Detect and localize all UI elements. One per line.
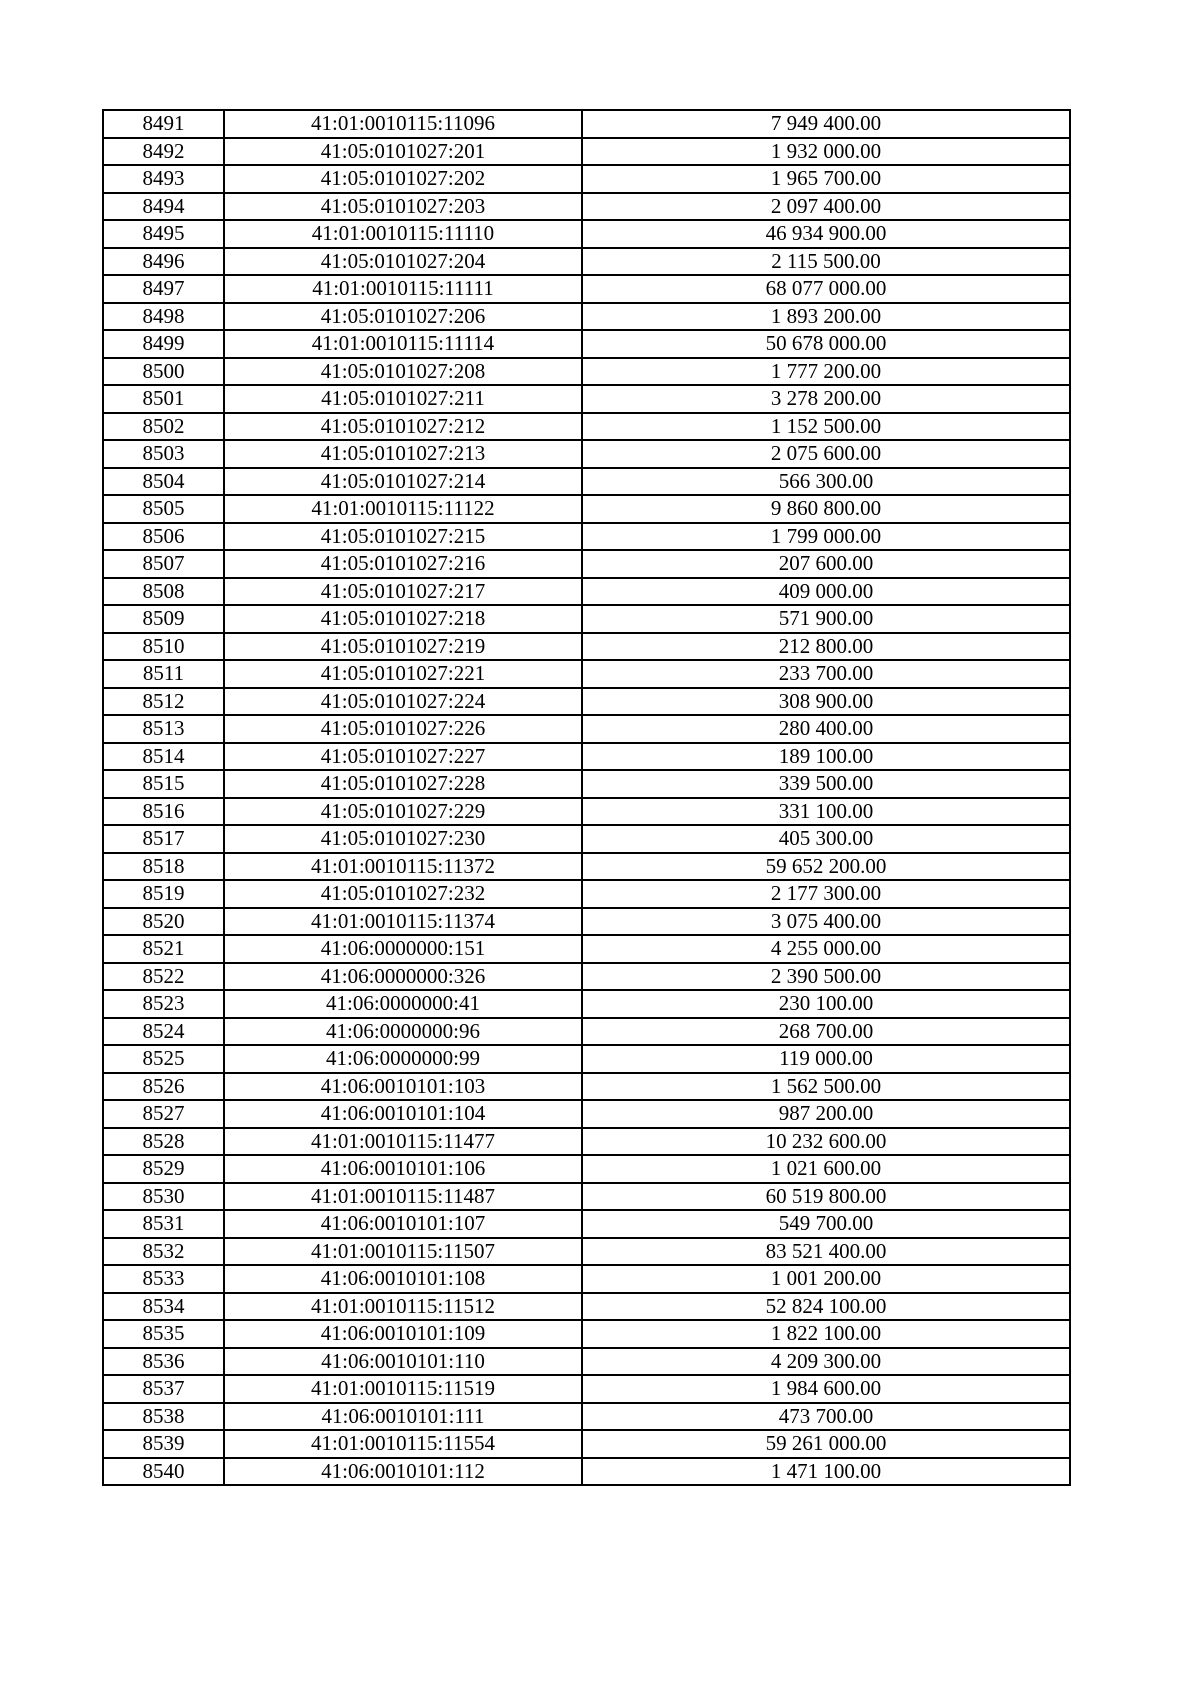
cadastral-value-cell: 339 500.00 (582, 770, 1070, 798)
cadastral-number-cell: 41:05:0101027:208 (224, 358, 582, 386)
cadastral-value-cell: 3 075 400.00 (582, 908, 1070, 936)
cadastral-value-cell: 549 700.00 (582, 1210, 1070, 1238)
cadastral-number-cell: 41:05:0101027:204 (224, 248, 582, 276)
table-row (103, 1128, 1070, 1156)
cadastral-value-cell: 9 860 800.00 (582, 495, 1070, 523)
table-row (103, 825, 1070, 853)
cadastral-number-cell: 41:05:0101027:215 (224, 523, 582, 551)
table-row (103, 1320, 1070, 1348)
row-number-cell: 8495 (103, 220, 224, 248)
cadastral-value-cell: 230 100.00 (582, 990, 1070, 1018)
table-row (103, 413, 1070, 441)
cadastral-number-cell: 41:05:0101027:203 (224, 193, 582, 221)
cadastral-number-cell: 41:01:0010115:11507 (224, 1238, 582, 1266)
table-row (103, 220, 1070, 248)
cadastral-value-cell: 7 949 400.00 (582, 110, 1070, 138)
cadastral-value-cell: 1 152 500.00 (582, 413, 1070, 441)
row-number-cell: 8509 (103, 605, 224, 633)
cadastral-value-cell: 280 400.00 (582, 715, 1070, 743)
cadastral-value-cell: 119 000.00 (582, 1045, 1070, 1073)
cadastral-value-cell: 52 824 100.00 (582, 1293, 1070, 1321)
cadastral-value-cell: 987 200.00 (582, 1100, 1070, 1128)
table-row (103, 1045, 1070, 1073)
table-row (103, 1403, 1070, 1431)
cadastral-number-cell: 41:05:0101027:230 (224, 825, 582, 853)
cadastral-number-cell: 41:05:0101027:206 (224, 303, 582, 331)
row-number-cell: 8518 (103, 853, 224, 881)
cadastral-number-cell: 41:05:0101027:227 (224, 743, 582, 771)
cadastral-value-cell: 2 177 300.00 (582, 880, 1070, 908)
cadastral-number-cell: 41:01:0010115:11519 (224, 1375, 582, 1403)
cadastral-number-cell: 41:05:0101027:218 (224, 605, 582, 633)
cadastral-value-cell: 46 934 900.00 (582, 220, 1070, 248)
cadastral-number-cell: 41:05:0101027:216 (224, 550, 582, 578)
table-row (103, 743, 1070, 771)
table-body (103, 110, 1070, 1485)
row-number-cell: 8537 (103, 1375, 224, 1403)
cadastral-number-cell: 41:05:0101027:202 (224, 165, 582, 193)
cadastral-number-cell: 41:06:0010101:103 (224, 1073, 582, 1101)
table-row (103, 963, 1070, 991)
row-number-cell: 8506 (103, 523, 224, 551)
cadastral-number-cell: 41:06:0000000:41 (224, 990, 582, 1018)
row-number-cell: 8492 (103, 138, 224, 166)
table-row (103, 1155, 1070, 1183)
table-row (103, 303, 1070, 331)
cadastral-value-cell: 1 471 100.00 (582, 1458, 1070, 1486)
cadastral-number-cell: 41:01:0010115:11372 (224, 853, 582, 881)
row-number-cell: 8513 (103, 715, 224, 743)
row-number-cell: 8522 (103, 963, 224, 991)
row-number-cell: 8511 (103, 660, 224, 688)
row-number-cell: 8539 (103, 1430, 224, 1458)
table-row (103, 1018, 1070, 1046)
row-number-cell: 8499 (103, 330, 224, 358)
cadastral-value-cell: 207 600.00 (582, 550, 1070, 578)
cadastral-number-cell: 41:06:0000000:96 (224, 1018, 582, 1046)
row-number-cell: 8500 (103, 358, 224, 386)
row-number-cell: 8525 (103, 1045, 224, 1073)
row-number-cell: 8501 (103, 385, 224, 413)
cadastral-number-cell: 41:06:0010101:107 (224, 1210, 582, 1238)
table-row (103, 358, 1070, 386)
table-row (103, 1375, 1070, 1403)
cadastral-value-cell: 212 800.00 (582, 633, 1070, 661)
row-number-cell: 8491 (103, 110, 224, 138)
cadastral-value-cell: 189 100.00 (582, 743, 1070, 771)
cadastral-value-cell: 4 255 000.00 (582, 935, 1070, 963)
cadastral-number-cell: 41:05:0101027:224 (224, 688, 582, 716)
cadastral-number-cell: 41:06:0010101:106 (224, 1155, 582, 1183)
table-row (103, 908, 1070, 936)
cadastral-value-cell: 68 077 000.00 (582, 275, 1070, 303)
cadastral-number-cell: 41:01:0010115:11122 (224, 495, 582, 523)
cadastral-value-cell: 308 900.00 (582, 688, 1070, 716)
row-number-cell: 8496 (103, 248, 224, 276)
cadastral-number-cell: 41:06:0000000:99 (224, 1045, 582, 1073)
cadastral-number-cell: 41:01:0010115:11096 (224, 110, 582, 138)
row-number-cell: 8528 (103, 1128, 224, 1156)
cadastral-number-cell: 41:01:0010115:11487 (224, 1183, 582, 1211)
cadastral-number-cell: 41:05:0101027:221 (224, 660, 582, 688)
table-row (103, 1183, 1070, 1211)
cadastral-number-cell: 41:01:0010115:11374 (224, 908, 582, 936)
row-number-cell: 8505 (103, 495, 224, 523)
table-row (103, 605, 1070, 633)
cadastral-value-cell: 1 984 600.00 (582, 1375, 1070, 1403)
cadastral-value-cell: 2 075 600.00 (582, 440, 1070, 468)
table-row (103, 633, 1070, 661)
table-row (103, 1430, 1070, 1458)
row-number-cell: 8520 (103, 908, 224, 936)
table-row (103, 1073, 1070, 1101)
table-row (103, 440, 1070, 468)
table-row (103, 1348, 1070, 1376)
cadastral-number-cell: 41:06:0000000:151 (224, 935, 582, 963)
table-row (103, 1100, 1070, 1128)
cadastral-value-cell: 60 519 800.00 (582, 1183, 1070, 1211)
row-number-cell: 8524 (103, 1018, 224, 1046)
table-row (103, 990, 1070, 1018)
table-row (103, 660, 1070, 688)
cadastral-number-cell: 41:06:0010101:112 (224, 1458, 582, 1486)
cadastral-value-cell: 571 900.00 (582, 605, 1070, 633)
row-number-cell: 8515 (103, 770, 224, 798)
cadastral-value-cell: 2 390 500.00 (582, 963, 1070, 991)
cadastral-value-cell: 2 097 400.00 (582, 193, 1070, 221)
row-number-cell: 8529 (103, 1155, 224, 1183)
table-row (103, 110, 1070, 138)
cadastral-number-cell: 41:05:0101027:232 (224, 880, 582, 908)
cadastral-number-cell: 41:06:0010101:108 (224, 1265, 582, 1293)
cadastral-value-cell: 59 652 200.00 (582, 853, 1070, 881)
table-row (103, 688, 1070, 716)
table-row (103, 248, 1070, 276)
row-number-cell: 8502 (103, 413, 224, 441)
table-row (103, 1265, 1070, 1293)
cadastral-value-cell: 405 300.00 (582, 825, 1070, 853)
cadastral-number-cell: 41:01:0010115:11114 (224, 330, 582, 358)
row-number-cell: 8540 (103, 1458, 224, 1486)
row-number-cell: 8538 (103, 1403, 224, 1431)
cadastral-number-cell: 41:05:0101027:228 (224, 770, 582, 798)
row-number-cell: 8493 (103, 165, 224, 193)
table-row (103, 798, 1070, 826)
cadastral-number-cell: 41:01:0010115:11512 (224, 1293, 582, 1321)
table-row (103, 138, 1070, 166)
row-number-cell: 8514 (103, 743, 224, 771)
table-row (103, 468, 1070, 496)
table-row (103, 1293, 1070, 1321)
row-number-cell: 8535 (103, 1320, 224, 1348)
cadastral-number-cell: 41:05:0101027:214 (224, 468, 582, 496)
table-row (103, 193, 1070, 221)
cadastral-value-cell: 1 965 700.00 (582, 165, 1070, 193)
row-number-cell: 8507 (103, 550, 224, 578)
row-number-cell: 8534 (103, 1293, 224, 1321)
cadastral-value-cell: 1 777 200.00 (582, 358, 1070, 386)
row-number-cell: 8533 (103, 1265, 224, 1293)
row-number-cell: 8536 (103, 1348, 224, 1376)
cadastral-value-cell: 1 932 000.00 (582, 138, 1070, 166)
cadastral-number-cell: 41:01:0010115:11554 (224, 1430, 582, 1458)
table-row (103, 165, 1070, 193)
cadastral-number-cell: 41:01:0010115:11110 (224, 220, 582, 248)
cadastral-value-cell: 4 209 300.00 (582, 1348, 1070, 1376)
row-number-cell: 8504 (103, 468, 224, 496)
table-row (103, 1210, 1070, 1238)
cadastral-number-cell: 41:05:0101027:217 (224, 578, 582, 606)
table-row (103, 385, 1070, 413)
cadastral-number-cell: 41:05:0101027:201 (224, 138, 582, 166)
cadastral-value-table (102, 109, 1071, 1486)
cadastral-value-cell: 83 521 400.00 (582, 1238, 1070, 1266)
cadastral-value-cell: 268 700.00 (582, 1018, 1070, 1046)
cadastral-number-cell: 41:06:0000000:326 (224, 963, 582, 991)
row-number-cell: 8521 (103, 935, 224, 963)
table-row (103, 1458, 1070, 1486)
table-row (103, 330, 1070, 358)
cadastral-value-cell: 1 822 100.00 (582, 1320, 1070, 1348)
table-row (103, 853, 1070, 881)
cadastral-number-cell: 41:05:0101027:212 (224, 413, 582, 441)
cadastral-value-cell: 3 278 200.00 (582, 385, 1070, 413)
cadastral-value-cell: 331 100.00 (582, 798, 1070, 826)
row-number-cell: 8510 (103, 633, 224, 661)
table-row (103, 935, 1070, 963)
table-row (103, 578, 1070, 606)
table-row (103, 523, 1070, 551)
cadastral-value-cell: 1 893 200.00 (582, 303, 1070, 331)
cadastral-value-cell: 59 261 000.00 (582, 1430, 1070, 1458)
cadastral-value-cell: 566 300.00 (582, 468, 1070, 496)
cadastral-value-cell: 233 700.00 (582, 660, 1070, 688)
table-row (103, 550, 1070, 578)
table-row (103, 275, 1070, 303)
row-number-cell: 8526 (103, 1073, 224, 1101)
row-number-cell: 8516 (103, 798, 224, 826)
cadastral-number-cell: 41:06:0010101:104 (224, 1100, 582, 1128)
row-number-cell: 8517 (103, 825, 224, 853)
cadastral-value-cell: 473 700.00 (582, 1403, 1070, 1431)
row-number-cell: 8519 (103, 880, 224, 908)
row-number-cell: 8508 (103, 578, 224, 606)
table-row (103, 495, 1070, 523)
cadastral-value-cell: 1 021 600.00 (582, 1155, 1070, 1183)
row-number-cell: 8531 (103, 1210, 224, 1238)
cadastral-value-cell: 10 232 600.00 (582, 1128, 1070, 1156)
cadastral-value-cell: 50 678 000.00 (582, 330, 1070, 358)
cadastral-value-cell: 1 001 200.00 (582, 1265, 1070, 1293)
cadastral-number-cell: 41:05:0101027:226 (224, 715, 582, 743)
row-number-cell: 8530 (103, 1183, 224, 1211)
cadastral-number-cell: 41:06:0010101:111 (224, 1403, 582, 1431)
table-row (103, 770, 1070, 798)
table-row (103, 880, 1070, 908)
cadastral-number-cell: 41:01:0010115:11477 (224, 1128, 582, 1156)
cadastral-number-cell: 41:05:0101027:211 (224, 385, 582, 413)
row-number-cell: 8532 (103, 1238, 224, 1266)
cadastral-number-cell: 41:01:0010115:11111 (224, 275, 582, 303)
row-number-cell: 8494 (103, 193, 224, 221)
row-number-cell: 8523 (103, 990, 224, 1018)
row-number-cell: 8512 (103, 688, 224, 716)
table-row (103, 1238, 1070, 1266)
row-number-cell: 8498 (103, 303, 224, 331)
table-row (103, 715, 1070, 743)
cadastral-number-cell: 41:05:0101027:219 (224, 633, 582, 661)
cadastral-value-cell: 1 562 500.00 (582, 1073, 1070, 1101)
row-number-cell: 8497 (103, 275, 224, 303)
row-number-cell: 8503 (103, 440, 224, 468)
row-number-cell: 8527 (103, 1100, 224, 1128)
cadastral-value-cell: 2 115 500.00 (582, 248, 1070, 276)
cadastral-value-cell: 1 799 000.00 (582, 523, 1070, 551)
cadastral-number-cell: 41:06:0010101:109 (224, 1320, 582, 1348)
cadastral-number-cell: 41:05:0101027:229 (224, 798, 582, 826)
cadastral-value-cell: 409 000.00 (582, 578, 1070, 606)
cadastral-number-cell: 41:05:0101027:213 (224, 440, 582, 468)
cadastral-number-cell: 41:06:0010101:110 (224, 1348, 582, 1376)
